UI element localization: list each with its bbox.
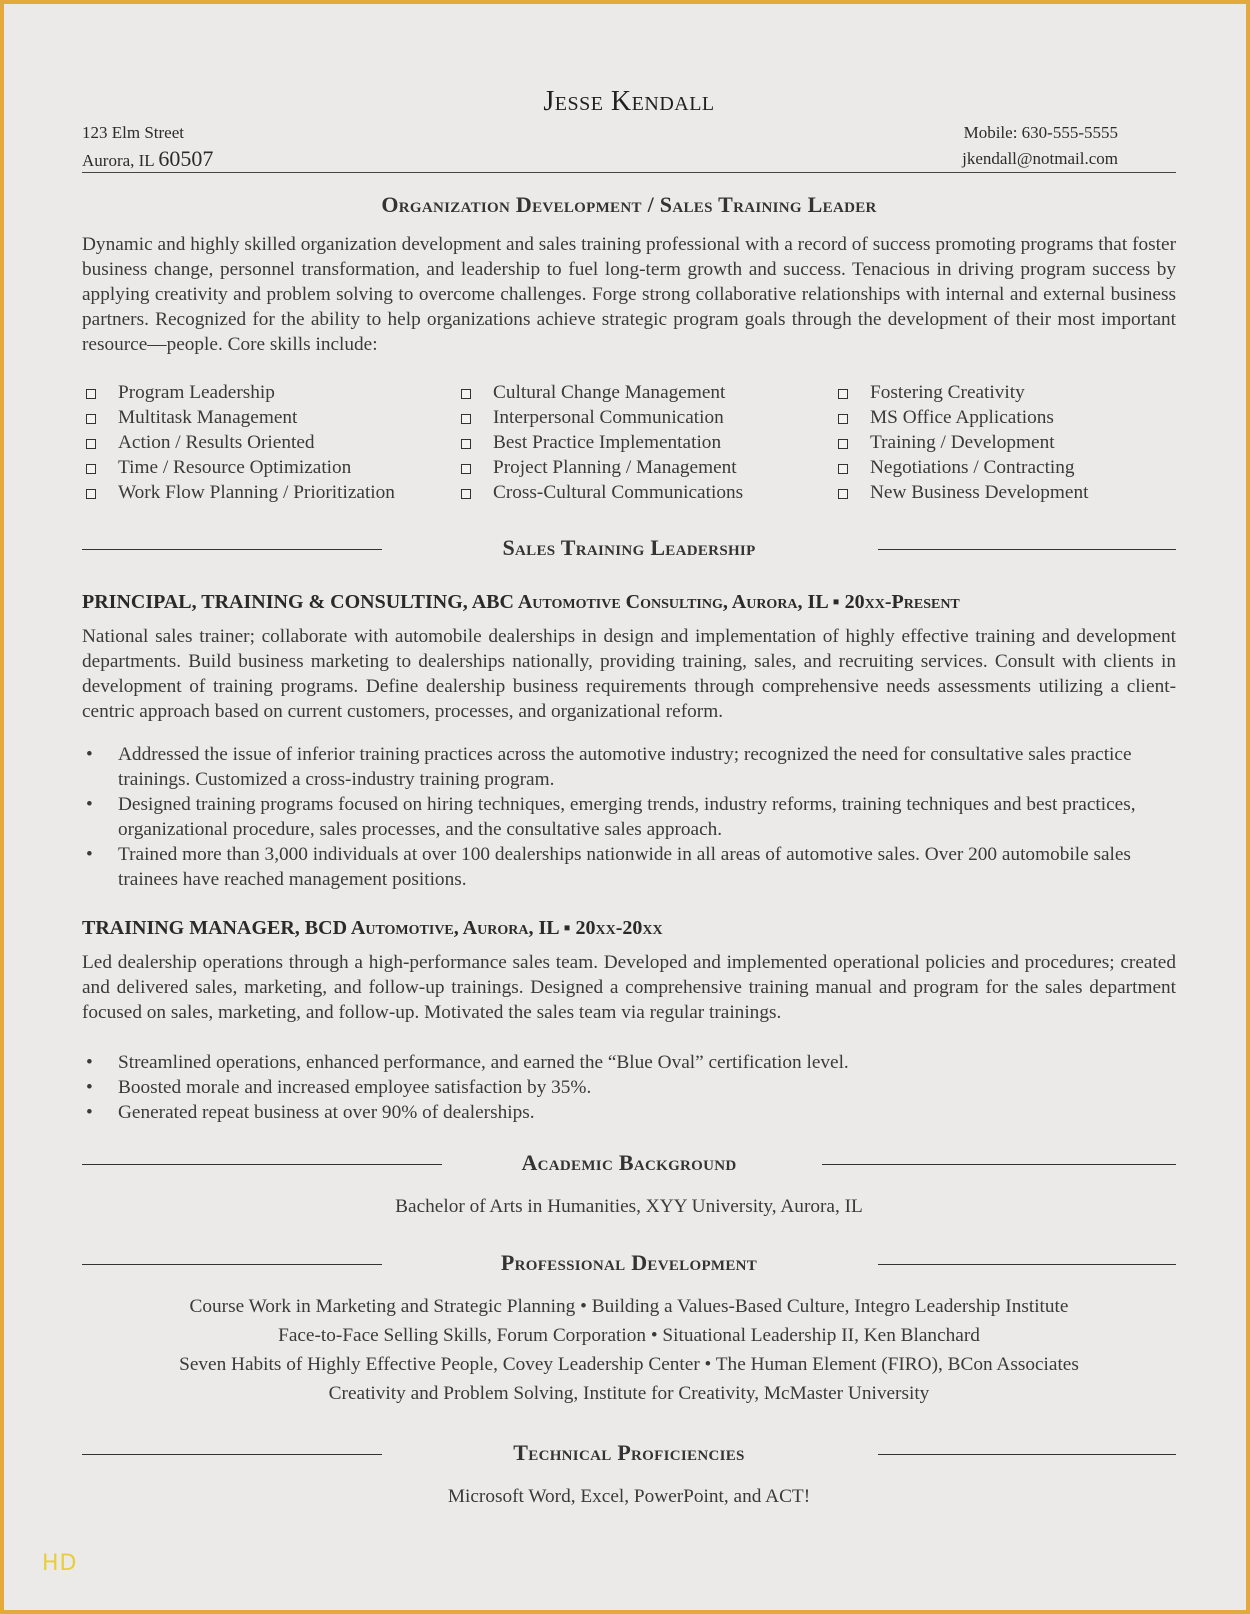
skill-item <box>834 405 1089 430</box>
section-heading-academic <box>82 1150 1176 1180</box>
heading-rule-right <box>878 549 1176 550</box>
skill-item <box>82 380 395 405</box>
skill-label: Cross-Cultural Communications <box>493 482 744 503</box>
job-title: TRAINING MANAGER, BCD Automotive, Aurora, IL ▪ 20xx-20xx <box>82 917 663 939</box>
checkbox-icon <box>86 439 96 449</box>
checkbox-icon <box>838 489 848 499</box>
contact-block <box>962 120 1118 172</box>
technical-skills: Microsoft Word, Excel, PowerPoint, and ACT! <box>447 1486 811 1507</box>
job-description: National sales trainer; collaborate with automobile dealerships in design and implementation of highly effective training and development departments. Build business marketing to dealerships nationally, providing training, sales, and recruiting services. Consult with clients in development of training programs. Define dealership business requirements through comprehensive needs assessments utilizing a client-centric approach based on current customers, processes, and organizational reform. <box>82 626 1176 722</box>
job-achievements <box>82 742 1176 892</box>
skill-label: New Business Development <box>870 482 1089 503</box>
email-address: jkendall@notmail.com <box>962 149 1118 168</box>
skill-item <box>457 405 743 430</box>
skill-item <box>834 380 1089 405</box>
bullet-icon: • <box>86 1077 93 1098</box>
skill-label: Training / Development <box>870 432 1055 453</box>
street-address: 123 Elm Street <box>82 123 184 142</box>
heading-rule-right <box>822 1164 1176 1165</box>
skills-column-3 <box>834 380 1089 505</box>
skill-item <box>82 455 395 480</box>
list-item <box>82 1075 1176 1100</box>
section-heading-experience <box>82 535 1176 565</box>
heading-rule-right <box>878 1454 1176 1455</box>
skill-label: Project Planning / Management <box>493 457 737 478</box>
checkbox-icon <box>461 464 471 474</box>
achievement-text: Addressed the issue of inferior training practices across the automotive industry; recognized the need for consultative sales practice trainings. Customized a cross-industry training program. <box>118 744 1132 790</box>
skill-label: Fostering Creativity <box>870 382 1025 403</box>
professional-title: Organization Development / Sales Training Leader <box>381 192 877 217</box>
skill-label: Best Practice Implementation <box>493 432 722 453</box>
development-line: Seven Habits of Highly Effective People, Covey Leadership Center • The Human Element (FIRO), BCon Associates <box>179 1354 1079 1375</box>
degree: Bachelor of Arts in Humanities, XYY University, Aurora, IL <box>395 1196 863 1217</box>
job-achievements <box>82 1050 1176 1125</box>
list-item <box>82 842 1176 892</box>
development-line: Face-to-Face Selling Skills, Forum Corporation • Situational Leadership II, Ken Blanchard <box>278 1325 980 1346</box>
watermark-label: HD <box>42 1551 78 1576</box>
bullet-icon: • <box>86 1052 93 1073</box>
section-title: Professional Development <box>500 1250 758 1275</box>
section-heading-professional <box>82 1250 1176 1280</box>
achievement-text: Boosted morale and increased employee satisfaction by 35%. <box>118 1077 592 1098</box>
checkbox-icon <box>86 414 96 424</box>
checkbox-icon <box>461 489 471 499</box>
skill-item <box>834 480 1089 505</box>
checkbox-icon <box>461 439 471 449</box>
checkbox-icon <box>838 389 848 399</box>
checkbox-icon <box>838 414 848 424</box>
skill-item <box>82 430 395 455</box>
skills-column-1 <box>82 380 395 505</box>
bullet-icon: • <box>86 1102 93 1123</box>
skill-label: Cultural Change Management <box>493 382 726 403</box>
skill-label: Action / Results Oriented <box>118 432 315 453</box>
header-divider <box>82 172 1176 173</box>
job-title: PRINCIPAL, TRAINING & CONSULTING, ABC Automotive Consulting, Aurora, IL ▪ 20xx-Present <box>82 591 960 613</box>
achievement-text: Trained more than 3,000 individuals at over 100 dealerships nationwide in all areas of automotive sales. Over 200 automobile sales trainees have reached management positions. <box>118 844 1131 890</box>
achievement-text: Designed training programs focused on hiring techniques, emerging trends, industry reforms, training techniques and best practices, organizational procedure, sales processes, and the consultative sales approach. <box>118 794 1136 840</box>
development-line: Creativity and Problem Solving, Institute for Creativity, McMaster University <box>328 1383 930 1404</box>
skill-item <box>457 380 743 405</box>
list-item <box>82 742 1176 792</box>
checkbox-icon <box>838 439 848 449</box>
skill-label: Work Flow Planning / Prioritization <box>118 482 395 503</box>
achievement-text: Generated repeat business at over 90% of dealerships. <box>118 1102 535 1123</box>
checkbox-icon <box>838 464 848 474</box>
skill-label: Negotiations / Contracting <box>870 457 1075 478</box>
skills-column-2 <box>457 380 743 505</box>
skill-item <box>834 455 1089 480</box>
section-heading-technical <box>82 1440 1176 1470</box>
list-item <box>82 1050 1176 1075</box>
skill-label: Interpersonal Communication <box>493 407 724 428</box>
skill-label: Program Leadership <box>118 382 275 403</box>
skill-item <box>82 405 395 430</box>
skill-item <box>457 480 743 505</box>
address-block <box>82 120 213 174</box>
bullet-icon: • <box>86 794 93 815</box>
skill-item <box>834 430 1089 455</box>
job-description: Led dealership operations through a high-performance sales team. Developed and implemented operational policies and procedures; created and delivered sales, marketing, and follow-up trainings. Designed a comprehensive training manual and program for the sales department focused on sales, marketing, and follow-up. Motivated the sales team via regular trainings. <box>82 952 1176 1023</box>
mobile-number: Mobile: 630-555-5555 <box>963 123 1118 142</box>
bullet-icon: • <box>86 744 93 765</box>
list-item <box>82 1100 1176 1125</box>
achievement-text: Streamlined operations, enhanced performance, and earned the “Blue Oval” certification level. <box>118 1052 849 1073</box>
development-line: Course Work in Marketing and Strategic Planning • Building a Values-Based Culture, Integro Leadership Institute <box>189 1296 1069 1317</box>
checkbox-icon <box>86 489 96 499</box>
skill-item <box>82 480 395 505</box>
candidate-name: Jesse Kendall <box>543 86 715 117</box>
skill-label: MS Office Applications <box>870 407 1054 428</box>
summary-paragraph: Dynamic and highly skilled organization development and sales training professional with a record of success promoting programs that foster business change, personnel transformation, and leadership to fuel long-term growth and success. Tenacious in driving program success by applying creativity and problem solving to overcome challenges. Forge strong collaborative relationships with internal and external business partners. Recognized for the ability to help organizations achieve strategic program goals through the development of their most important resource—people. Core skills include: <box>82 234 1176 355</box>
city-line <box>82 146 213 174</box>
skill-item <box>457 455 743 480</box>
checkbox-icon <box>86 464 96 474</box>
bullet-icon: • <box>86 844 93 865</box>
section-title: Academic Background <box>521 1150 737 1175</box>
checkbox-icon <box>86 389 96 399</box>
heading-rule-right <box>878 1264 1176 1265</box>
skill-label: Multitask Management <box>118 407 298 428</box>
section-title: Sales Training Leadership <box>502 535 756 560</box>
checkbox-icon <box>461 389 471 399</box>
skill-item <box>457 430 743 455</box>
section-title: Technical Proficiencies <box>513 1440 745 1465</box>
skill-label: Time / Resource Optimization <box>118 457 352 478</box>
checkbox-icon <box>461 414 471 424</box>
city-state: Aurora, IL <box>82 151 155 170</box>
list-item <box>82 792 1176 842</box>
zip-code: 60507 <box>158 146 214 171</box>
